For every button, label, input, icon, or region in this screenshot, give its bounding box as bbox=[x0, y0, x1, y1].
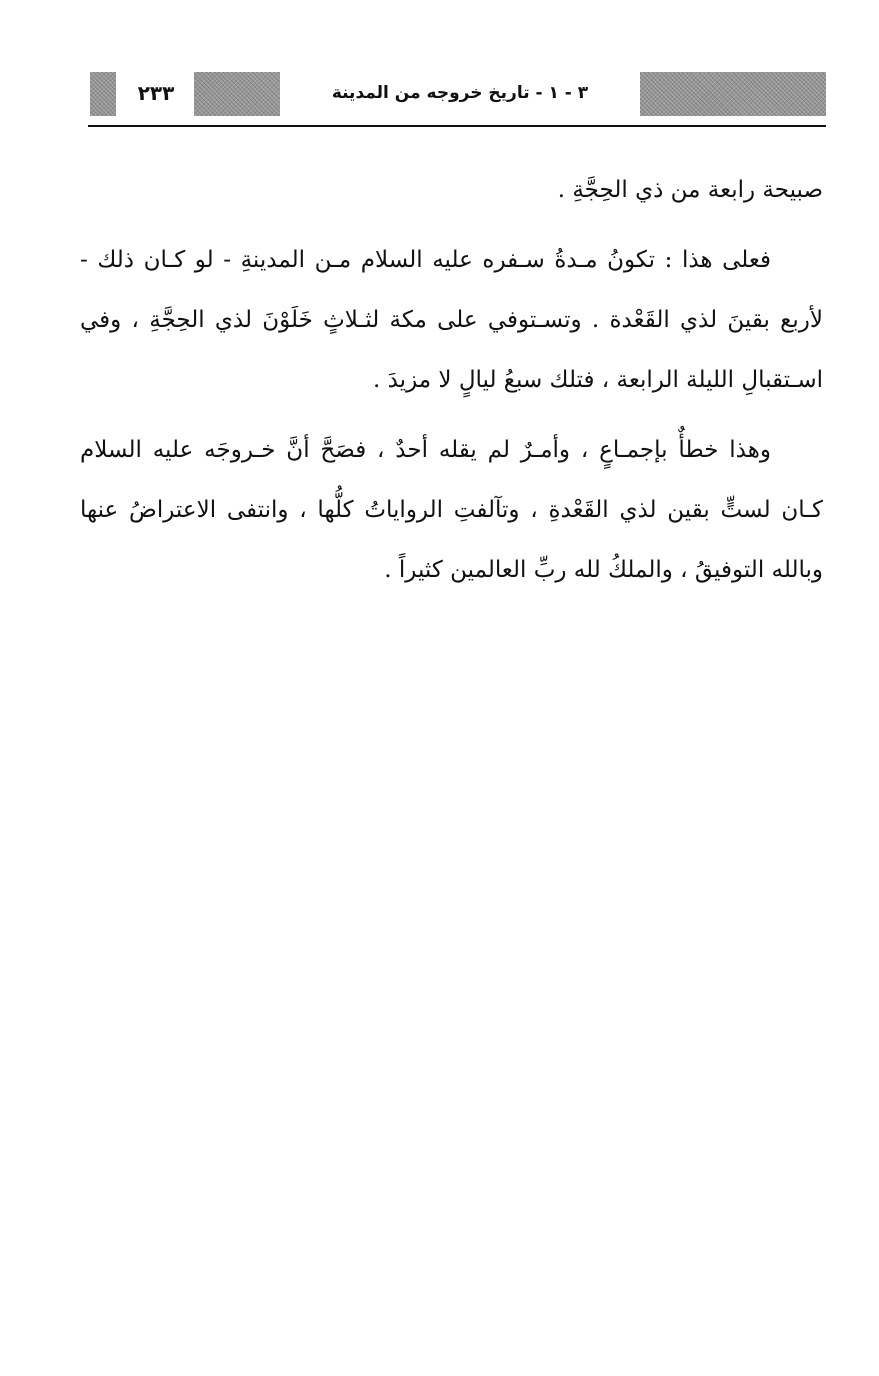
body-text bbox=[80, 160, 823, 610]
header-shade-block bbox=[194, 72, 280, 116]
paragraph: صبيحة رابعة من ذي الحِجَّةِ . bbox=[557, 177, 823, 203]
paragraph: فعلى هذا : تكونُ مـدةُ سـفره عليه السلام مـن المدينةِ - لو كـان ذلك - لأربع بقينَ لذي القَعْدة . وتسـتوفي على مكة لثـلاثٍ خَلَوْنَ لذي الحِجَّةِ ، وفي اسـتقبالِ الليلة الرابعة ، فتلك سبعُ ليالٍ لا مزيدَ . bbox=[80, 247, 823, 393]
page-number: ٢٣٣ bbox=[137, 81, 175, 105]
header-shade-block bbox=[90, 72, 116, 116]
header-shade-block bbox=[640, 72, 826, 116]
running-header bbox=[88, 66, 825, 122]
running-title: ٣ - ١ - تاريخ خروجه من المدينة bbox=[331, 83, 589, 103]
paragraph: وهذا خطأٌ بإجمـاعٍ ، وأمـرٌ لم يقله أحدٌ ، فصَحَّ أنَّ خـروجَه عليه السلام كـان لستٍّ بقين لذي القَعْدةِ ، وتآلفتِ الرواياتُ كلُّها ، وانتفى الاعتراضُ عنها وبالله التوفيقُ ، والملكُ لله ربِّ العالمين كثيراً . bbox=[80, 437, 823, 583]
header-rule bbox=[88, 125, 826, 127]
